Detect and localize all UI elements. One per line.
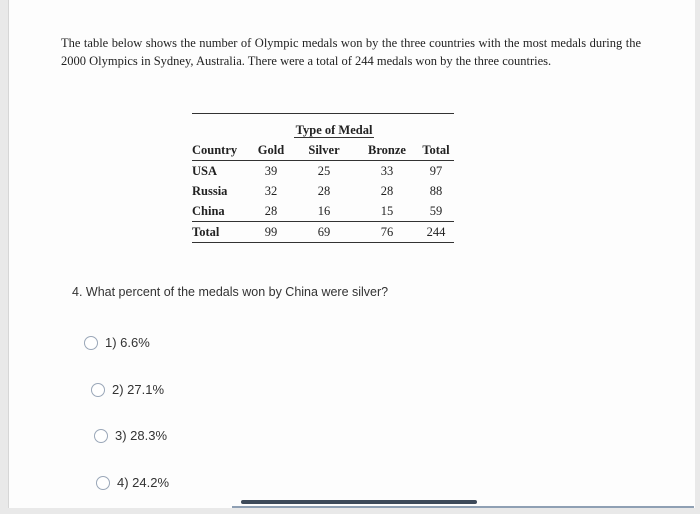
radio-button-icon[interactable] (96, 476, 110, 490)
option-label: 3) 28.3% (115, 428, 168, 443)
table-row (192, 161, 454, 182)
table-total-row (192, 222, 454, 243)
row-bronze: 33 (380, 163, 394, 178)
row-silver: 16 (317, 203, 331, 218)
medal-table (192, 113, 454, 243)
row-total: 88 (429, 183, 443, 198)
answer-option-4[interactable] (96, 475, 169, 490)
total-bronze: 76 (356, 222, 418, 243)
header-silver: Silver (292, 140, 356, 161)
answer-option-3[interactable] (94, 428, 167, 443)
row-total: 97 (429, 163, 443, 178)
total-silver: 69 (292, 222, 356, 243)
question-page (8, 0, 695, 508)
row-country: Russia (192, 183, 228, 198)
total-total: 244 (418, 222, 454, 243)
header-bronze: Bronze (356, 140, 418, 161)
radio-button-icon[interactable] (84, 336, 98, 350)
total-label: Total (192, 222, 250, 243)
row-country: USA (192, 163, 218, 178)
row-gold: 32 (264, 183, 278, 198)
option-label: 2) 27.1% (112, 382, 165, 397)
row-country: China (192, 203, 225, 218)
row-silver: 28 (317, 183, 331, 198)
row-silver: 25 (317, 163, 331, 178)
total-gold: 99 (250, 222, 292, 243)
scroll-indicator (241, 500, 477, 504)
table-row (192, 201, 454, 222)
bottom-divider (232, 506, 694, 508)
row-total: 59 (429, 203, 443, 218)
table-row (192, 181, 454, 201)
row-gold: 39 (264, 163, 278, 178)
intro-paragraph: The table below shows the number of Olympic medals won by the three countries with the most medals during the 2000 Olympics in Sydney, Australia. There were a total of 244 medals won by the three countries. (61, 36, 641, 68)
answer-option-1[interactable] (84, 335, 150, 350)
question-text: 4. What percent of the medals won by China were silver? (72, 285, 389, 299)
row-gold: 28 (264, 203, 278, 218)
option-label: 1) 6.6% (105, 335, 150, 350)
radio-button-icon[interactable] (91, 383, 105, 397)
option-label: 4) 24.2% (117, 475, 170, 490)
header-total: Total (418, 140, 454, 161)
row-bronze: 15 (380, 203, 394, 218)
row-bronze: 28 (380, 183, 394, 198)
table-group-header: Type of Medal (295, 122, 373, 137)
answer-option-2[interactable] (91, 382, 164, 397)
header-gold: Gold (250, 140, 292, 161)
radio-button-icon[interactable] (94, 429, 108, 443)
header-country: Country (192, 140, 250, 161)
